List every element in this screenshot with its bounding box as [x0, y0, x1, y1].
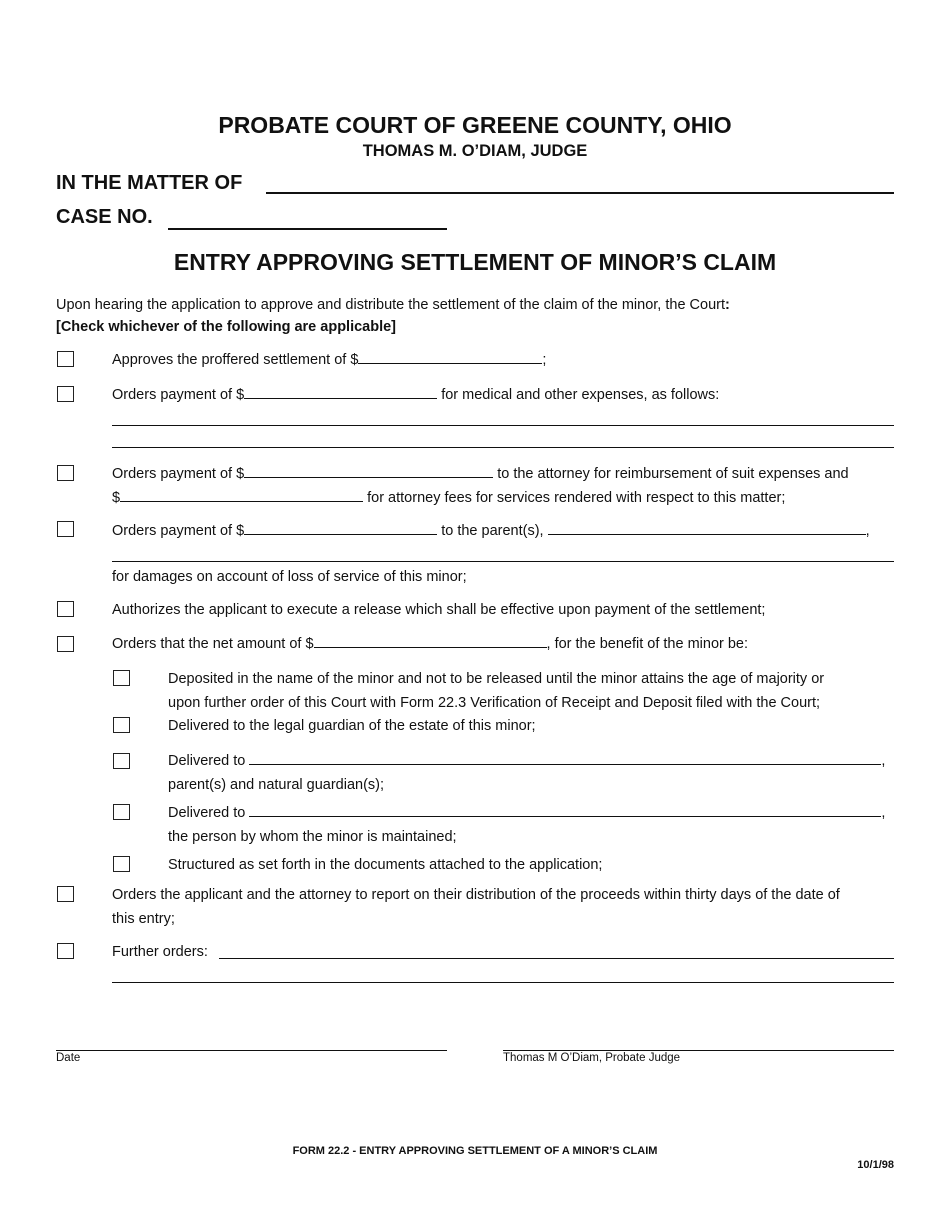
- further-line-2[interactable]: [112, 982, 894, 983]
- medical-line-1[interactable]: [112, 425, 894, 426]
- approves-checkbox[interactable]: [57, 351, 74, 367]
- medical-amount-field[interactable]: [244, 384, 437, 399]
- further-checkbox[interactable]: [57, 943, 74, 959]
- instruction-text: [Check whichever of the following are applicable]: [56, 319, 397, 335]
- structured-text: Structured as set forth in the documents attached to the application;: [168, 857, 603, 873]
- delivered-maintainer-checkbox[interactable]: [113, 804, 130, 820]
- attorney-checkbox[interactable]: [57, 465, 74, 481]
- release-text: Authorizes the applicant to execute a release which shall be effective upon payment of the settlement;: [112, 602, 766, 618]
- form-title: ENTRY APPROVING SETTLEMENT OF MINOR’S CLAIM: [173, 249, 777, 275]
- attorney-text-2: $ for attorney fees for services rendered with respect to this matter;: [112, 486, 785, 510]
- net-amount-field[interactable]: [314, 633, 547, 648]
- delivered-maintainer-text: Delivered to ,: [168, 801, 885, 825]
- deposited-text-2: upon further order of this Court with Form 22.3 Verification of Receipt and Deposit filed with the Court;: [168, 695, 821, 711]
- maintainer-text: the person by whom the minor is maintained;: [168, 829, 457, 845]
- parents-name-field[interactable]: [548, 520, 866, 535]
- parents-guardian-text: parent(s) and natural guardian(s);: [168, 777, 385, 793]
- judge-label: Thomas M O’Diam, Probate Judge: [503, 1052, 681, 1064]
- medical-text: Orders payment of $ for medical and other expenses, as follows:: [112, 383, 719, 407]
- form-number: FORM 22.2 - ENTRY APPROVING SETTLEMENT OF A MINOR’S CLAIM: [292, 1145, 658, 1157]
- medical-checkbox[interactable]: [57, 386, 74, 402]
- parents-line[interactable]: [112, 561, 894, 562]
- report-checkbox[interactable]: [57, 886, 74, 902]
- matter-field[interactable]: [266, 192, 894, 194]
- structured-checkbox[interactable]: [113, 856, 130, 872]
- judge-name: THOMAS M. O’DIAM, JUDGE: [362, 142, 588, 160]
- delivered-maintainer-field[interactable]: [249, 802, 881, 817]
- report-text-2: this entry;: [112, 911, 175, 927]
- parents-amount-field[interactable]: [244, 520, 437, 535]
- court-title: PROBATE COURT OF GREENE COUNTY, OHIO: [218, 112, 732, 138]
- report-text-1: Orders the applicant and the attorney to report on their distribution of the proceeds within thirty days of the date of: [112, 887, 840, 903]
- guardian-checkbox[interactable]: [113, 717, 130, 733]
- further-label: Further orders:: [112, 944, 208, 960]
- parents-tail: for damages on account of loss of service of this minor;: [112, 569, 467, 585]
- approves-amount-field[interactable]: [358, 349, 542, 364]
- case-number-field[interactable]: [168, 228, 447, 230]
- revision-date: 10/1/98: [857, 1159, 894, 1171]
- delivered-parents-checkbox[interactable]: [113, 753, 130, 769]
- parents-text: Orders payment of $ to the parent(s), ,: [112, 519, 870, 543]
- deposited-checkbox[interactable]: [113, 670, 130, 686]
- case-label: CASE NO.: [56, 206, 153, 228]
- net-checkbox[interactable]: [57, 636, 74, 652]
- attorney-expenses-field[interactable]: [244, 463, 493, 478]
- attorney-fees-field[interactable]: [120, 487, 363, 502]
- intro-text: Upon hearing the application to approve and distribute the settlement of the claim of the minor, the Court:: [56, 297, 730, 313]
- guardian-text: Delivered to the legal guardian of the estate of this minor;: [168, 718, 536, 734]
- deposited-text-1: Deposited in the name of the minor and not to be released until the minor attains the age of majority or: [168, 671, 825, 687]
- approves-text: Approves the proffered settlement of $ ;: [112, 348, 546, 372]
- parents-checkbox[interactable]: [57, 521, 74, 537]
- medical-line-2[interactable]: [112, 447, 894, 448]
- attorney-text-1: Orders payment of $ to the attorney for reimbursement of suit expenses and: [112, 462, 849, 486]
- delivered-parents-text: Delivered to ,: [168, 749, 885, 773]
- matter-label: IN THE MATTER OF: [56, 172, 243, 194]
- date-label: Date: [56, 1052, 81, 1064]
- net-text: Orders that the net amount of $ , for the benefit of the minor be:: [112, 632, 748, 656]
- judge-signature-line[interactable]: [503, 1050, 894, 1051]
- release-checkbox[interactable]: [57, 601, 74, 617]
- delivered-parents-field[interactable]: [249, 750, 881, 765]
- further-line-1[interactable]: [219, 958, 894, 959]
- date-line[interactable]: [56, 1050, 447, 1051]
